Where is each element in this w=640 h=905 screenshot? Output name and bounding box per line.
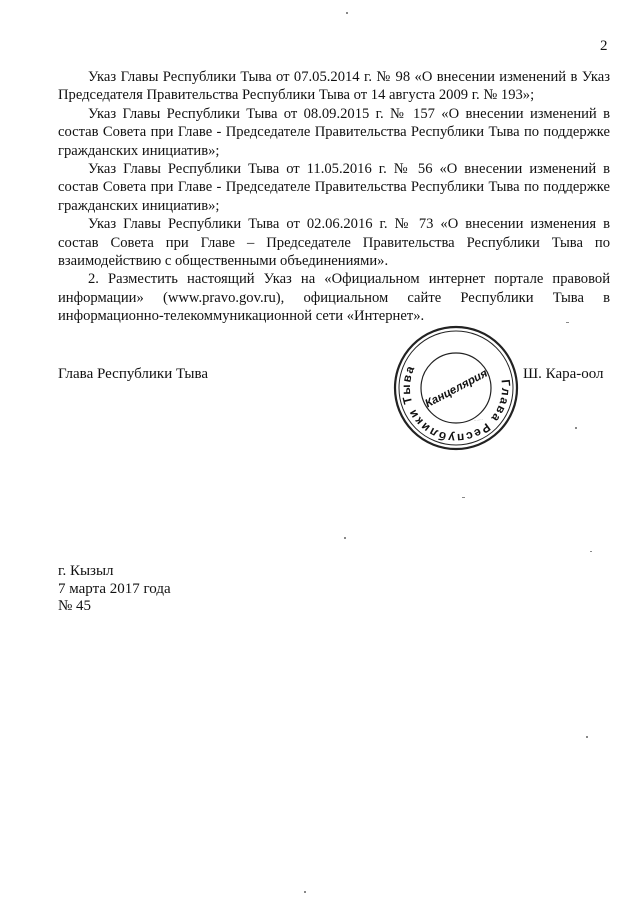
- scan-speck: [346, 12, 348, 14]
- paragraph-decree-73: Указ Главы Республики Тыва от 02.06.2016 г. № 73 «О внесении изменения в состав Совета при Главе – Председателе Правительства Республики Тыва по взаимодействию с общественными объединениями».: [58, 216, 610, 270]
- paragraph-decree-56: Указ Главы Республики Тыва от 11.05.2016 г. № 56 «О внесении изменений в состав Совета при Главе - Председателе Правительства Республики Тыва по поддержке гражданских инициатив»;: [58, 161, 610, 214]
- footer-number: № 45: [58, 598, 92, 614]
- scan-speck: [586, 736, 588, 738]
- seal-ring-text: Глава Республики Тыва: [398, 362, 514, 446]
- scan-speck: [304, 891, 306, 893]
- signatory-name: Ш. Кара-оол: [523, 366, 604, 382]
- paragraph-decree-157: Указ Главы Республики Тыва от 08.09.2015 г. № 157 «О внесении изменений в состав Совета при Главе - Председателе Правительства Республики Тыва по поддержке гражданских инициатив»;: [58, 105, 610, 159]
- paragraph-decree-98: Указ Главы Республики Тыва от 07.05.2014 г. № 98 «О внесении изменений в Указ Председателя Правительства Республики Тыва от 14 августа 2009 г. № 193»;: [58, 69, 610, 104]
- scan-speck: [462, 497, 465, 498]
- footer-city: г. Кызыл: [58, 563, 114, 579]
- scan-speck: [590, 551, 592, 552]
- signatory-position: Глава Республики Тыва: [58, 366, 209, 382]
- svg-text:·······: ·······: [473, 416, 484, 423]
- footer-date: 7 марта 2017 года: [58, 580, 171, 597]
- seal-center-text: Канцелярия: [423, 367, 490, 411]
- scan-speck: [575, 427, 577, 429]
- decree-body: [58, 68, 610, 326]
- seal-icon: [392, 324, 520, 452]
- page-number: 2: [600, 38, 608, 54]
- paragraph-publish: 2. Разместить настоящий Указ на «Официальном интернет портале правовой информации» (www.pravo.gov.ru), официальном сайте Республики Тыва в информационно-телекоммуникационной сети «Интернет».: [58, 271, 610, 325]
- scan-speck: [566, 322, 569, 323]
- document-footer: [58, 563, 171, 616]
- official-seal: [392, 324, 520, 452]
- scan-speck: [344, 537, 346, 539]
